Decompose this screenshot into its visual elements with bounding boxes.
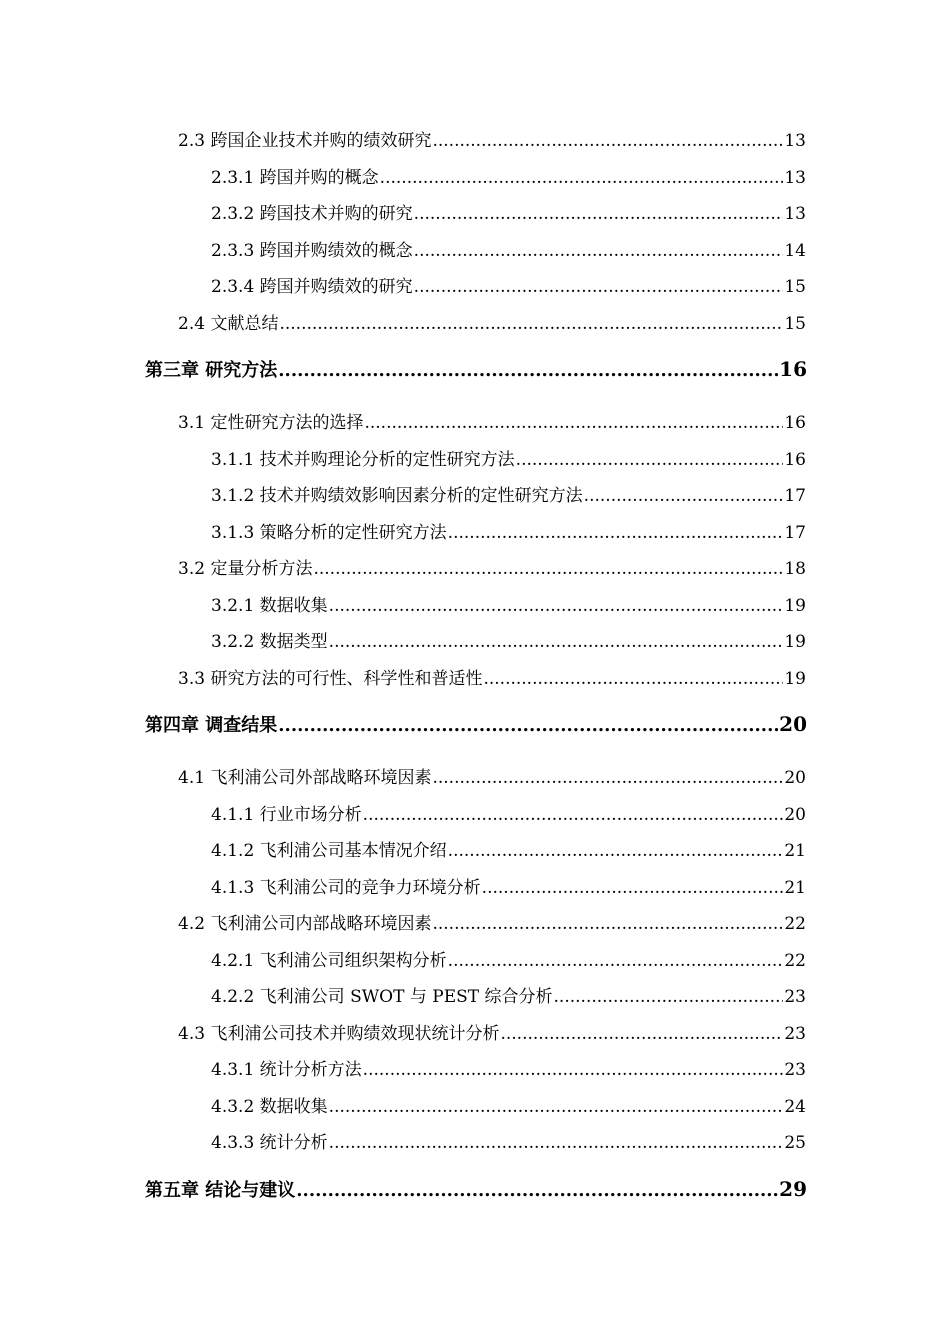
toc-entry-title: 3.2.1 数据收集: [211, 596, 328, 616]
toc-entry[interactable]: [211, 627, 806, 652]
toc-entry-title: 4.2.1 飞利浦公司组织架构分析: [211, 951, 447, 971]
toc-entry[interactable]: [211, 236, 806, 261]
dot-leader: [584, 486, 784, 506]
toc-entry-title: 3.1.2 技术并购绩效影响因素分析的定性研究方法: [211, 486, 583, 506]
toc-entry-page: 19: [784, 596, 806, 616]
dot-leader: [414, 277, 784, 297]
toc-entry-page: 19: [784, 669, 806, 689]
toc-chapter[interactable]: [145, 711, 807, 737]
dot-leader: [432, 768, 783, 788]
toc-entry-page: 14: [784, 241, 806, 261]
dot-leader: [329, 1097, 784, 1117]
toc-entry-page: 15: [784, 314, 806, 334]
toc-entry[interactable]: [211, 982, 806, 1007]
toc-entry[interactable]: [211, 836, 806, 861]
toc-entry[interactable]: [211, 1128, 806, 1153]
toc-entry-title: 2.3.2 跨国技术并购的研究: [211, 204, 413, 224]
dot-leader: [278, 715, 778, 736]
toc-entry-page: 20: [784, 805, 806, 825]
dot-leader: [279, 314, 783, 334]
toc-entry-page: 25: [784, 1133, 806, 1153]
toc-entry-page: 17: [784, 486, 806, 506]
dot-leader: [363, 1060, 784, 1080]
dot-leader: [329, 596, 784, 616]
toc-entry-page: 18: [784, 559, 806, 579]
toc-entry-page: 20: [784, 768, 806, 788]
toc-entry-title: 3.2 定量分析方法: [178, 559, 313, 579]
dot-leader: [516, 450, 784, 470]
toc-entry-title: 4.1.3 飞利浦公司的竞争力环境分析: [211, 878, 481, 898]
toc-entry-page: 13: [784, 168, 806, 188]
toc-entry-title: 3.2.2 数据类型: [211, 632, 328, 652]
toc-entry-title: 3.1.3 策略分析的定性研究方法: [211, 523, 447, 543]
toc-entry-page: 22: [784, 914, 806, 934]
toc-chapter-page: 29: [779, 1177, 807, 1201]
toc-entry-page: 21: [784, 878, 806, 898]
dot-leader: [448, 951, 784, 971]
dot-leader: [363, 805, 784, 825]
toc-chapter-title: 第三章 研究方法: [145, 360, 278, 381]
toc-entry[interactable]: [211, 199, 806, 224]
toc-entry-title: 4.3 飞利浦公司技术并购绩效现状统计分析: [178, 1024, 500, 1044]
toc-entry-title: 4.3.1 统计分析方法: [211, 1060, 362, 1080]
dot-leader: [380, 168, 784, 188]
toc-entry-page: 17: [784, 523, 806, 543]
toc-entry[interactable]: [211, 1092, 806, 1117]
dot-leader: [554, 987, 784, 1007]
toc-entry[interactable]: [178, 664, 806, 689]
toc-entry-page: 24: [784, 1097, 806, 1117]
dot-leader: [313, 559, 783, 579]
toc-entry[interactable]: [178, 909, 806, 934]
dot-leader: [329, 632, 784, 652]
toc-chapter-title: 第五章 结论与建议: [145, 1180, 296, 1201]
toc-entry[interactable]: [211, 1055, 806, 1080]
toc-entry[interactable]: [178, 126, 806, 151]
toc-entry-title: 4.1.1 行业市场分析: [211, 805, 362, 825]
toc-entry-title: 4.1.2 飞利浦公司基本情况介绍: [211, 841, 447, 861]
toc-chapter-page: 20: [779, 712, 807, 736]
toc-entry[interactable]: [211, 591, 806, 616]
toc-entry[interactable]: [211, 445, 806, 470]
toc-entry-page: 16: [784, 450, 806, 470]
toc-entry-title: 4.1 飞利浦公司外部战略环境因素: [178, 768, 432, 788]
toc-chapter-page: 16: [779, 357, 807, 381]
toc-entry-page: 23: [784, 1024, 806, 1044]
toc-entry-title: 2.3 跨国企业技术并购的绩效研究: [178, 131, 432, 151]
toc-entry-title: 3.1.1 技术并购理论分析的定性研究方法: [211, 450, 515, 470]
dot-leader: [448, 523, 784, 543]
dot-leader: [448, 841, 784, 861]
toc-entry-title: 4.2 飞利浦公司内部战略环境因素: [178, 914, 432, 934]
toc-entry[interactable]: [211, 163, 806, 188]
toc-entry-title: 2.4 文献总结: [178, 314, 279, 334]
dot-leader: [500, 1024, 783, 1044]
dot-leader: [483, 669, 783, 689]
toc-entry-title: 2.3.3 跨国并购绩效的概念: [211, 241, 413, 261]
toc-entry[interactable]: [211, 873, 806, 898]
toc-entry-page: 13: [784, 204, 806, 224]
toc-entry-page: 16: [784, 413, 806, 433]
toc-entry[interactable]: [178, 408, 806, 433]
dot-leader: [364, 413, 783, 433]
toc-entry[interactable]: [211, 481, 806, 506]
toc-entry-page: 21: [784, 841, 806, 861]
toc-entry[interactable]: [211, 946, 806, 971]
dot-leader: [296, 1180, 778, 1201]
toc-chapter[interactable]: [145, 1176, 807, 1202]
dot-leader: [329, 1133, 784, 1153]
dot-leader: [414, 204, 784, 224]
toc-entry-title: 2.3.4 跨国并购绩效的研究: [211, 277, 413, 297]
toc-entry[interactable]: [178, 763, 806, 788]
toc-entry-page: 23: [784, 987, 806, 1007]
toc-entry[interactable]: [178, 1019, 806, 1044]
toc-chapter[interactable]: [145, 356, 807, 382]
toc-entry-title: 3.3 研究方法的可行性、科学性和普适性: [178, 669, 483, 689]
toc-entry[interactable]: [211, 272, 806, 297]
toc-chapter-title: 第四章 调查结果: [145, 715, 278, 736]
toc-entry-page: 22: [784, 951, 806, 971]
toc-entry[interactable]: [178, 309, 806, 334]
toc-entry-page: 15: [784, 277, 806, 297]
toc-entry-title: 2.3.1 跨国并购的概念: [211, 168, 379, 188]
toc-entry-title: 4.2.2 飞利浦公司 SWOT 与 PEST 综合分析: [211, 987, 553, 1007]
toc-entry-title: 4.3.2 数据收集: [211, 1097, 328, 1117]
toc-entry-title: 4.3.3 统计分析: [211, 1133, 328, 1153]
dot-leader: [278, 360, 778, 381]
toc-entry[interactable]: [211, 518, 806, 543]
dot-leader: [432, 914, 783, 934]
toc-entry-page: 23: [784, 1060, 806, 1080]
dot-leader: [482, 878, 784, 898]
toc-entry[interactable]: [211, 800, 806, 825]
dot-leader: [432, 131, 783, 151]
toc-entry-page: 19: [784, 632, 806, 652]
dot-leader: [414, 241, 784, 261]
toc-entry[interactable]: [178, 554, 806, 579]
toc-entry-title: 3.1 定性研究方法的选择: [178, 413, 364, 433]
toc-entry-page: 13: [784, 131, 806, 151]
